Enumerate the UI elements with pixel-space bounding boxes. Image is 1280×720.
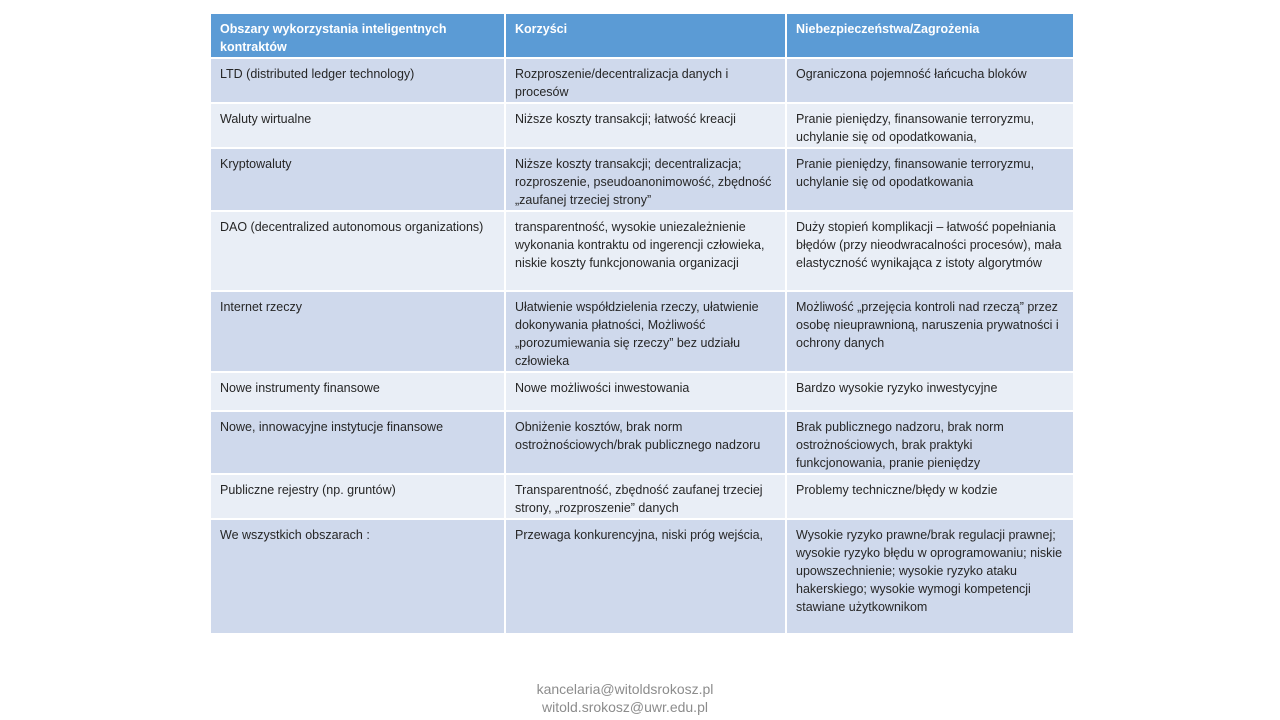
cell-benefits: Niższe koszty transakcji; łatwość kreacji: [505, 103, 786, 148]
table-row: [210, 211, 1074, 291]
cell-area: Kryptowaluty: [210, 148, 505, 211]
cell-area: Nowe instrumenty finansowe: [210, 372, 505, 411]
cell-risks: Brak publicznego nadzoru, brak norm ostrożnościowych, brak praktyki funkcjonowania, pranie pieniędzy: [786, 411, 1074, 474]
cell-benefits: Ułatwienie współdzielenia rzeczy, ułatwienie dokonywania płatności, Możliwość „porozumiewania się rzeczy” bez udziału człowieka: [505, 291, 786, 372]
cell-risks: Pranie pieniędzy, finansowanie terroryzmu, uchylanie się od opodatkowania,: [786, 103, 1074, 148]
cell-benefits: transparentność, wysokie uniezależnienie wykonania kontraktu od ingerencji człowieka, niskie koszty funkcjonowania organizacji: [505, 211, 786, 291]
cell-area: Publiczne rejestry (np. gruntów): [210, 474, 505, 519]
cell-benefits: Rozproszenie/decentralizacja danych i procesów: [505, 58, 786, 103]
footer-contact: [0, 680, 1250, 716]
cell-risks: Problemy techniczne/błędy w kodzie: [786, 474, 1074, 519]
cell-benefits: Nowe możliwości inwestowania: [505, 372, 786, 411]
table-row: [210, 372, 1074, 411]
header-areas: Obszary wykorzystania inteligentnych kontraktów: [210, 13, 505, 58]
cell-benefits: Transparentność, zbędność zaufanej trzeciej strony, „rozproszenie” danych: [505, 474, 786, 519]
header-benefits: Korzyści: [505, 13, 786, 58]
cell-risks: Możliwość „przejęcia kontroli nad rzeczą” przez osobę nieuprawnioną, naruszenia prywatności i ochrony danych: [786, 291, 1074, 372]
table-row: [210, 411, 1074, 474]
header-risks: Niebezpieczeństwa/Zagrożenia: [786, 13, 1074, 58]
table-header-row: [210, 13, 1074, 58]
footer-email-uwr[interactable]: witold.srokosz@uwr.edu.pl: [542, 699, 708, 715]
cell-area: Internet rzeczy: [210, 291, 505, 372]
cell-risks: Wysokie ryzyko prawne/brak regulacji prawnej; wysokie ryzyko błędu w oprogramowaniu; niskie upowszechnienie; wysokie ryzyko ataku hakerskiego; wysokie wymogi kompetencji stawiane użytkownikom: [786, 519, 1074, 634]
cell-area: Nowe, innowacyjne instytucje finansowe: [210, 411, 505, 474]
cell-benefits: Obniżenie kosztów, brak norm ostrożnościowych/brak publicznego nadzoru: [505, 411, 786, 474]
cell-risks: Ograniczona pojemność łańcucha bloków: [786, 58, 1074, 103]
cell-risks: Bardzo wysokie ryzyko inwestycyjne: [786, 372, 1074, 411]
smart-contracts-table: [209, 12, 1075, 635]
table-row: [210, 58, 1074, 103]
cell-area: We wszystkich obszarach :: [210, 519, 505, 634]
cell-risks: Duży stopień komplikacji – łatwość popełniania błędów (przy nieodwracalności procesów), mała elastyczność wynikająca z istoty algorytmów: [786, 211, 1074, 291]
table-row: [210, 103, 1074, 148]
cell-risks: Pranie pieniędzy, finansowanie terroryzmu, uchylanie się od opodatkowania: [786, 148, 1074, 211]
cell-area: DAO (decentralized autonomous organizations): [210, 211, 505, 291]
cell-area: LTD (distributed ledger technology): [210, 58, 505, 103]
table-row: [210, 474, 1074, 519]
comparison-table-container: [209, 12, 1073, 635]
table-row: [210, 291, 1074, 372]
cell-area: Waluty wirtualne: [210, 103, 505, 148]
cell-benefits: Niższe koszty transakcji; decentralizacja; rozproszenie, pseudoanonimowość, zbędność „zaufanej trzeciej strony”: [505, 148, 786, 211]
cell-benefits: Przewaga konkurencyjna, niski próg wejścia,: [505, 519, 786, 634]
table-row: [210, 148, 1074, 211]
footer-email-kancelaria[interactable]: kancelaria@witoldsrokosz.pl: [536, 681, 714, 697]
table-row: [210, 519, 1074, 634]
